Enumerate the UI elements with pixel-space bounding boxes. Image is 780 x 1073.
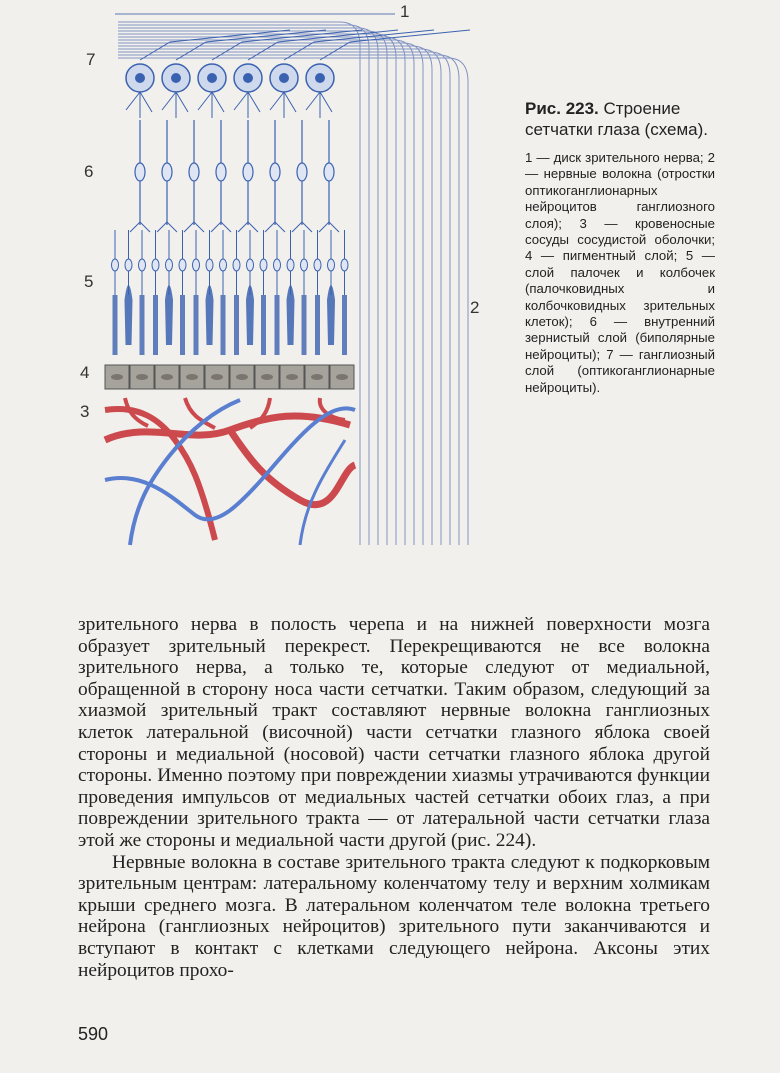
rod: [234, 295, 239, 355]
rod: [342, 295, 347, 355]
bipolar-neuron: [135, 163, 145, 181]
pigment-nucleus: [136, 374, 148, 380]
nerve-fiber: [118, 40, 414, 545]
pigment-nucleus: [286, 374, 298, 380]
receptor-nucleus: [314, 259, 321, 271]
receptor-nucleus: [166, 259, 173, 271]
receptor-nucleus: [125, 259, 132, 271]
ganglion-dendrite: [234, 92, 260, 118]
ganglion-dendrite: [198, 92, 224, 118]
rod: [140, 295, 145, 355]
pigment-nucleus: [161, 374, 173, 380]
receptor-nucleus: [152, 259, 159, 271]
bipolar-neuron: [270, 163, 280, 181]
page-number: 590: [78, 1024, 109, 1044]
label-ganglion-layer: 7: [86, 50, 96, 69]
pigment-nucleus: [211, 374, 223, 380]
receptor-nucleus: [179, 259, 186, 271]
ganglion-nucleus: [207, 73, 217, 83]
bipolar-neuron: [243, 163, 253, 181]
caption-legend: 1 — диск зрительного нерва; 2 — нервные волокна (отростки оптикоганглионарных нейроцитов ганглиозного слоя); 3 — кровеносные сосуды сосудистой оболочки; 4 — пигментный слой; 5 — слой палочек и колбочек (палочковидных и колбочковидных зрительных клеток); 6 — внутренний зернистый слой (биполярные нейроциты); 7 — ганглиозный слой (оптикоганглионарные нейроциты).: [525, 150, 715, 395]
nerve-fibers: [115, 14, 468, 545]
ganglion-nucleus: [243, 73, 253, 83]
vein: [130, 400, 240, 545]
rod: [275, 295, 280, 355]
pigment-nucleus: [111, 374, 123, 380]
ganglion-nucleus: [135, 73, 145, 83]
receptor-nucleus: [301, 259, 308, 271]
caption-title-text: Строение сетчатки глаза (схема).: [525, 99, 708, 139]
receptor-nucleus: [220, 259, 227, 271]
bipolar-neuron: [216, 163, 226, 181]
ganglion-dendrite: [126, 92, 152, 118]
pigment-nucleus: [186, 374, 198, 380]
receptor-nucleus: [193, 259, 200, 271]
pigment-nucleus: [311, 374, 323, 380]
pigment-nucleus: [236, 374, 248, 380]
ganglion-dendrite: [306, 92, 332, 118]
pigment-layer: [105, 365, 354, 389]
label-pigment-layer: 4: [80, 363, 90, 382]
rod: [315, 295, 320, 355]
rod: [153, 295, 158, 355]
paragraph-1: зрительного нерва в полость черепа и на нижней поверхности мозга образует зрительный перекрест. Перекрещиваются не все волокна зрительного нерва, а только те, которые следуют от медиальной, обращенной в сторону носа части сетчатки. Таким образом, следующий за хиазмой зрительный тракт составляют нервные волокна ганглиозных клеток латеральной (височной) части сетчатки глазного яблока своей стороны и медиальной (носовой) части сетчатки глазного яблока другой стороны. Именно поэтому при повреждении хиазмы утрачиваются функции проведения импульсов от медиальных частей сетчатки обоих глаз, а при повреждении зрительного тракта — от латеральной части сетчатки глаза этой же стороны и медиальной части другой (рис. 224).: [78, 614, 710, 851]
ganglion-nucleus: [171, 73, 181, 83]
paragraph-2: Нервные волокна в составе зрительного тракта следуют к подкорковым зрительным центрам: латеральному коленчатому телу и верхним холмикам крыши среднего мозга. В латеральном коленчатом теле волокна третьего нейрона (ганглиозных нейроцитов) зрительного пути заканчиваются и вступают в контакт с клетками следующего нейрона. Аксоны этих нейроцитов прохо-: [78, 851, 710, 981]
bipolar-neurons-layer: [130, 120, 339, 232]
ganglion-nucleus: [315, 73, 325, 83]
receptor-nucleus: [260, 259, 267, 271]
bipolar-neuron: [324, 163, 334, 181]
ganglion-dendrite: [162, 92, 188, 118]
label-blood-vessels: 3: [80, 402, 90, 421]
label-optic-disc: 1: [400, 2, 410, 21]
ganglion-nucleus: [279, 73, 289, 83]
receptor-nucleus: [328, 259, 335, 271]
figure-caption: [525, 98, 715, 396]
rod: [261, 295, 266, 355]
rods-and-cones-layer: [112, 230, 349, 355]
rod: [180, 295, 185, 355]
label-inner-granular-layer: 6: [84, 162, 94, 181]
label-rods-cones-layer: 5: [84, 272, 94, 291]
receptor-nucleus: [112, 259, 119, 271]
caption-title: [525, 98, 715, 140]
artery: [105, 409, 215, 540]
pigment-nucleus: [261, 374, 273, 380]
figure-number: Рис. 223.: [525, 99, 599, 118]
receptor-nucleus: [287, 259, 294, 271]
choroid-blood-vessels: [105, 398, 355, 545]
rod: [302, 295, 307, 355]
nerve-fiber: [118, 22, 360, 545]
rod: [113, 295, 118, 355]
rod: [221, 295, 226, 355]
retina-diagram: [0, 0, 520, 560]
ganglion-dendrite: [270, 92, 296, 118]
rod: [194, 295, 199, 355]
label-nerve-fibers: 2: [470, 298, 480, 317]
pigment-nucleus: [336, 374, 348, 380]
receptor-nucleus: [233, 259, 240, 271]
receptor-nucleus: [247, 259, 254, 271]
artery: [105, 416, 350, 440]
bipolar-neuron: [162, 163, 172, 181]
body-text: [78, 614, 710, 981]
receptor-nucleus: [274, 259, 281, 271]
bipolar-neuron: [297, 163, 307, 181]
receptor-nucleus: [206, 259, 213, 271]
bipolar-neuron: [189, 163, 199, 181]
receptor-nucleus: [341, 259, 348, 271]
receptor-nucleus: [139, 259, 146, 271]
